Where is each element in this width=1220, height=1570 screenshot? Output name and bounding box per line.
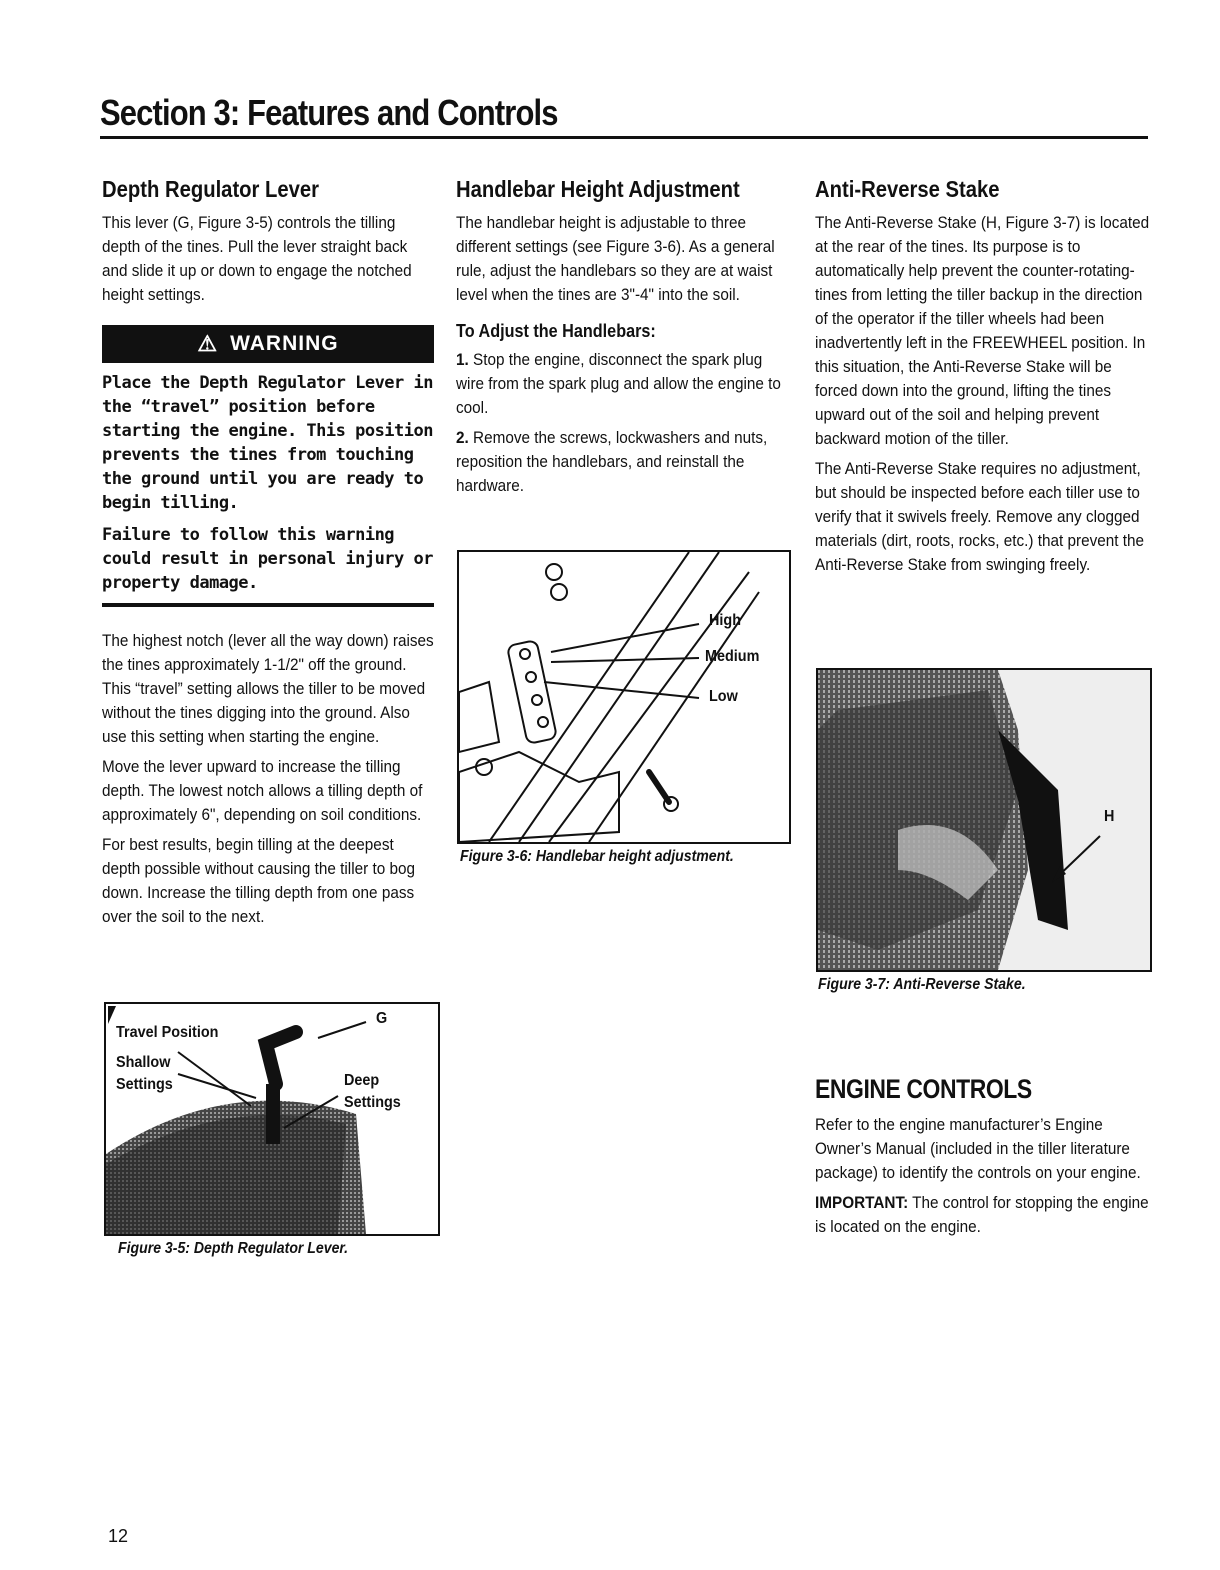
step-2-text: Remove the screws, lockwashers and nuts, reposition the handlebars, and reinstall the hardware. xyxy=(456,428,768,495)
label-deep-1: Deep xyxy=(344,1072,380,1089)
column-handlebar-height xyxy=(456,176,786,504)
column-anti-reverse-stake xyxy=(815,176,1153,583)
label-shallow-1: Shallow xyxy=(116,1054,171,1071)
label-low: Low xyxy=(709,688,738,705)
label-travel-position: Travel Position xyxy=(116,1024,219,1041)
warning-label: WARNING xyxy=(230,332,339,355)
figure-anti-reverse-stake xyxy=(816,668,1152,972)
handlebar-intro: The handlebar height is adjustable to three different settings (see Figure 3-6). As a general rule, adjust the handlebars so they are at waist level when the tines are 3"-4" into the soil. xyxy=(456,213,775,304)
depth-regulator-heading: Depth Regulator Lever xyxy=(102,176,320,202)
label-deep-2: Settings xyxy=(344,1094,401,1111)
important-text: The control for stopping the engine is located on the engine. xyxy=(815,1193,1149,1236)
label-shallow-2: Settings xyxy=(116,1076,173,1093)
figure-handlebar-height xyxy=(457,550,791,844)
stake-photo xyxy=(818,670,1150,970)
label-medium: Medium xyxy=(705,648,760,665)
handlebar-heading: Handlebar Height Adjustment xyxy=(456,176,740,202)
warning-banner xyxy=(102,325,434,363)
column-depth-regulator xyxy=(102,176,434,935)
adjust-handlebars-subheading: To Adjust the Handlebars: xyxy=(456,321,656,341)
anti-reverse-p2: The Anti-Reverse Stake requires no adjustment, but should be inspected before each tiller use to verify that it swivels freely. Remove any clogged materials (dirt, roots, rocks, etc.) that prevent the Anti-Reverse Stake from swinging freely. xyxy=(815,459,1145,574)
engine-controls-p1: Refer to the engine manufacturer’s Engine Owner’s Manual (included in the tiller literature package) to identify the controls on your engine. xyxy=(815,1115,1141,1182)
label-high: High xyxy=(709,612,741,629)
engine-controls-important xyxy=(815,1191,1153,1239)
handlebar-illustration xyxy=(459,552,789,842)
depth-regulator-intro: This lever (G, Figure 3-5) controls the tilling depth of the tines. Pull the lever straight back and slide it up or down to engage the notched height settings. xyxy=(102,213,412,304)
step-1-text: Stop the engine, disconnect the spark plug wire from the spark plug and allow the engine to cool. xyxy=(456,350,781,417)
warning-triangle-icon: ⚠ xyxy=(197,331,219,356)
section-engine-controls xyxy=(815,1074,1153,1245)
anti-reverse-p1: The Anti-Reverse Stake (H, Figure 3-7) is located at the rear of the tines. Its purpose is to automatically help prevent the counter-rotating-tines from letting the tiller backup in the direction of the operator if the tiller wheels had been inadvertently left in the FREEWHEEL position. In this situation, the Anti-Reverse Stake will be forced down into the ground, lifting the tines upward out of the soil and helping prevent backward motion of the tiller. xyxy=(815,213,1150,448)
page-number: 12 xyxy=(108,1526,129,1546)
warning-text-2: Failure to follow this warning could result in personal injury or property damage. xyxy=(102,525,433,593)
figure-depth-regulator-lever xyxy=(104,1002,440,1236)
label-h: H xyxy=(1104,808,1115,825)
page-title: Section 3: Features and Controls xyxy=(100,92,558,133)
depth-regulator-p2: Move the lever upward to increase the tilling depth. The lowest notch allows a tilling depth of approximately 6", depending on soil conditions. xyxy=(102,757,423,824)
title-rule xyxy=(100,136,1148,139)
caption-figure-3-6: Figure 3-6: Handlebar height adjustment. xyxy=(460,848,734,865)
label-g: G xyxy=(376,1010,388,1027)
depth-regulator-p3: For best results, begin tilling at the deepest depth possible without causing the tiller to bog down. Increase the tilling depth from one pass over the soil to the next. xyxy=(102,835,416,926)
step-2-number: 2. xyxy=(456,428,469,447)
caption-figure-3-7: Figure 3-7: Anti-Reverse Stake. xyxy=(818,976,1026,993)
anti-reverse-heading: Anti-Reverse Stake xyxy=(815,176,1000,202)
step-1 xyxy=(456,348,786,420)
step-1-number: 1. xyxy=(456,350,469,369)
engine-controls-heading: ENGINE CONTROLS xyxy=(815,1074,1032,1104)
caption-figure-3-5: Figure 3-5: Depth Regulator Lever. xyxy=(118,1240,349,1257)
step-2 xyxy=(456,426,786,498)
important-label: IMPORTANT: xyxy=(815,1193,909,1212)
depth-regulator-p1: The highest notch (lever all the way down) raises the tines approximately 1-1/2" off the ground. This “travel” setting allows the tiller to be moved without the tines digging into the ground. Also use this setting when starting the engine. xyxy=(102,631,434,746)
warning-text-1: Place the Depth Regulator Lever in the “travel” position before starting the engine. This position prevents the tines from touching the ground until you are ready to begin tilling. xyxy=(102,373,433,513)
